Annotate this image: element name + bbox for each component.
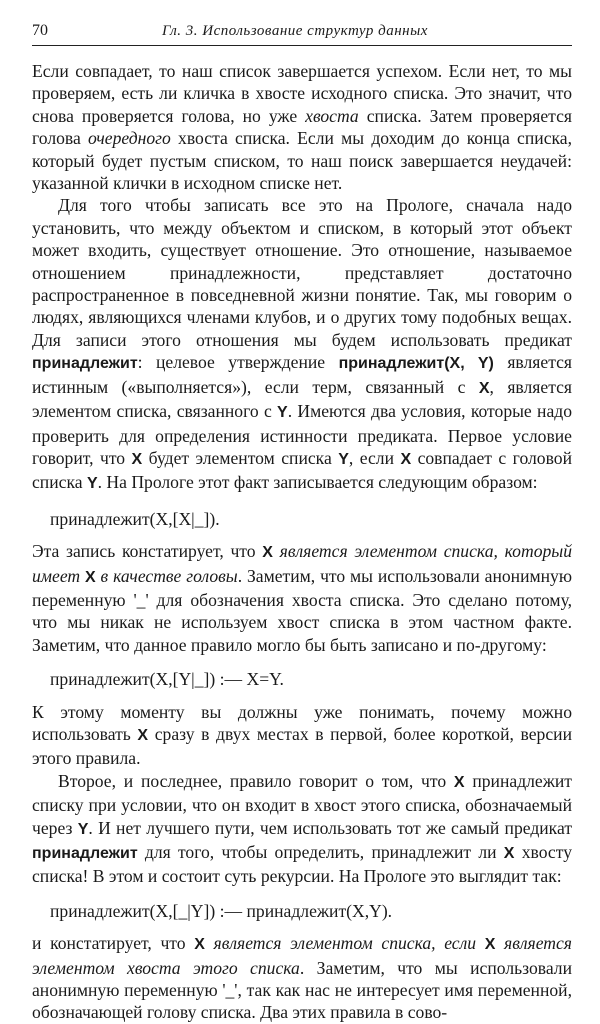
text-run: . Имеются два условия, которые надо проверить для определения истинности предиката. Первое условие говорит, что: [32, 401, 572, 468]
variable: X: [85, 568, 96, 586]
variable: X: [478, 379, 490, 397]
paragraph-6: [32, 932, 572, 1024]
variable: X: [137, 726, 149, 744]
text-run: : целевое утверждение: [137, 352, 339, 373]
predicate-name: принадлежит: [32, 845, 138, 862]
text-run: К этому моменту вы должны уже понимать, почему можно использовать: [32, 701, 572, 744]
code-fact-1: принадлежит(X,[X|_]).: [50, 508, 220, 529]
text-run: Эта запись констатирует, что: [32, 541, 263, 562]
variable: Y: [338, 450, 349, 468]
emphasis: в качестве головы: [95, 565, 238, 586]
variable: Y: [277, 404, 288, 422]
predicate-name: принадлежит: [32, 355, 138, 373]
variable: X: [194, 936, 205, 954]
text-run: . На Прологе этот факт записывается следующим образом:: [97, 472, 538, 493]
text-run: хвосту списка! В этом и состоит суть рекурсии. На Прологе это выглядит так:: [32, 842, 572, 887]
variable: X: [400, 450, 412, 468]
variable: X: [131, 450, 143, 468]
text-run: будет элементом списка: [142, 447, 339, 468]
text-run: Если совпадает, то наш список завершается успехом. Если нет, то мы проверяем, есть ли кличка в хвосте исходного списка. Это значит, что снова проверяется голова, но уже: [32, 61, 572, 126]
code-rule-2: принадлежит(X,[_|Y]) :— принадлежит(X,Y).: [50, 900, 393, 921]
text-run: Для того чтобы записать все это на Прологе, сначала надо установить, что между объектом и списком, в который этот объект может входить, существует отношение. Это отношение, называемое отношением принадлежности, представляет достаточно распространенное в повседневной жизни понятие. Так, мы говорим о людях, являющихся членами клубов, и о других тому подобных вещах. Для записи этого отношения мы будем использовать предикат: [32, 195, 572, 350]
text-run: совпадает с головой списка: [32, 447, 573, 493]
text-run: списка. Затем проверяется голова: [32, 105, 572, 149]
text-run: Второе, и последнее, правило говорит о том, что: [58, 770, 454, 791]
emphasis: является элементом списка, который имеет: [32, 541, 572, 586]
variable: X: [262, 544, 273, 562]
emphasis: очередного: [88, 128, 171, 149]
paragraph-1: [32, 60, 572, 194]
text-run: , является элементом списка, связанного с: [32, 376, 572, 422]
paragraph-2: [32, 194, 572, 495]
emphasis: является элементом хвоста этого списка: [32, 933, 572, 978]
text-run: и констатирует, что: [32, 933, 195, 954]
text-run: сразу в двух местах в первой, более короткой, версии этого правила.: [32, 723, 572, 769]
paragraph-4: [32, 701, 572, 770]
variable: Y: [86, 475, 98, 493]
emphasis: является элементом списка, если: [204, 933, 485, 954]
emphasis: хвоста: [305, 105, 359, 126]
text-run: , если: [348, 447, 401, 468]
text-run: . Заметим, что мы использовали анонимную переменную '_' для обозначения хвоста списка. Это сделано потому, что мы никак не используем хвост списка в этом частном факте. Заметим, что данное правило могло бы быть записано и по-другому:: [32, 565, 572, 655]
text-run: принадлежит списку при условии, что он входит в хвост этого списка, обозначаемый через: [32, 770, 572, 838]
page-number: 70: [32, 22, 48, 39]
variable: X: [453, 773, 465, 791]
page-header: [32, 22, 572, 46]
text-run: является истинным («выполняется»), если терм, связанный с: [32, 352, 572, 397]
paragraph-3: [32, 540, 572, 656]
text-run: хвоста списка. Если мы доходим до конца списка, который будет пустым списком, то наш поиск завершается неудачей: указанной клички в исходном списке нет.: [32, 128, 572, 194]
paragraph-5: [32, 770, 572, 888]
running-title: Гл. 3. Использование структур данных: [162, 23, 428, 39]
code-rule-1: принадлежит(X,[Y|_]) :— X=Y.: [50, 669, 284, 690]
variable: X: [503, 845, 515, 862]
book-page: [32, 22, 572, 1024]
page-body: [32, 60, 572, 1024]
variable: Y: [77, 820, 89, 838]
text-run: . И нет лучшего пути, чем использовать тот же самый предикат: [88, 817, 573, 838]
text-run: . Заметим, что мы использовали анонимную переменную '_', так как нас не интересует имя переменной, обозначающей голову списка. Два этих правила в сово-: [32, 957, 572, 1023]
text-run: для того, чтобы определить, принадлежит ли: [137, 842, 504, 862]
variable: X: [484, 936, 496, 954]
predicate-goal: принадлежит(X, Y): [338, 355, 494, 373]
